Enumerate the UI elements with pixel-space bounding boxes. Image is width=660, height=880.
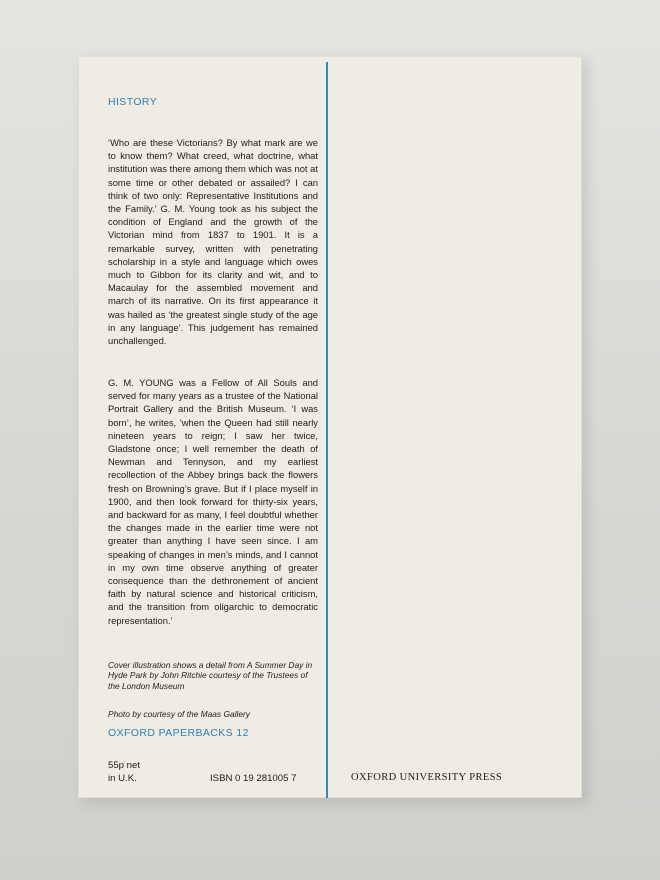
publisher-name: OXFORD UNIVERSITY PRESS [351,772,503,783]
category-label: HISTORY [108,96,158,108]
series-label: OXFORD PAPERBACKS 12 [108,727,249,739]
author-bio-paragraph: G. M. YOUNG was a Fellow of All Souls and served for many years as a trustee of the National Portrait Gallery and the British Museum. ‘I was born’, he writes, ‘when the Queen had still nearly nineteen years to reign; I saw her twice, Gladstone once; I well remember the death of Newman and Tennyson, and my earliest recollection of the Abbey brings back the flowers fresh on Browning’s grave. But if I place myself in 1900, and then look forward for thirty-six years, and backward for as many, I feel doubtful whether the changes made in the earlier time were not greater than anything I have seen since. I am speaking of changes in men’s minds, and I cannot in my own time observe anything of greater consequence than the dethronement of ancient faith by natural science and historical criticism, and the transition from oligarchic to democratic representation.’ [108,377,318,626]
cover-credit: Cover illustration shows a detail from A Summer Day in Hyde Park by John Ritchie courtesy of the Trustees of the London Museum [108,660,313,691]
isbn: ISBN 0 19 281005 7 [210,773,297,784]
blurb-paragraph: ‘Who are these Victorians? By what mark are we to know them? What creed, what doctrine, what institution was there among them which was not at some time or other debated or assailed? I can think of two only: Representative Institutions and the Family.’ G. M. Young took as his subject the condition of England and the growth of the Victorian mind from 1837 to 1901. It is a remarkable survey, written with penetrating scholarship in a style and language which owes much to Gibbon for its clarity and wit, and to Macaulay for the assembled movement and march of its narrative. On its first appearance it was hailed as ‘the greatest single study of the age in any language’. This judgement has remained unchallenged. [108,137,318,347]
photo-credit: Photo by courtesy of the Maas Gallery [108,709,250,719]
book-back-cover [78,56,582,798]
price-line-1: 55p net [108,760,141,771]
price-line-2: in U.K. [108,773,137,784]
vertical-blue-rule [326,62,328,798]
